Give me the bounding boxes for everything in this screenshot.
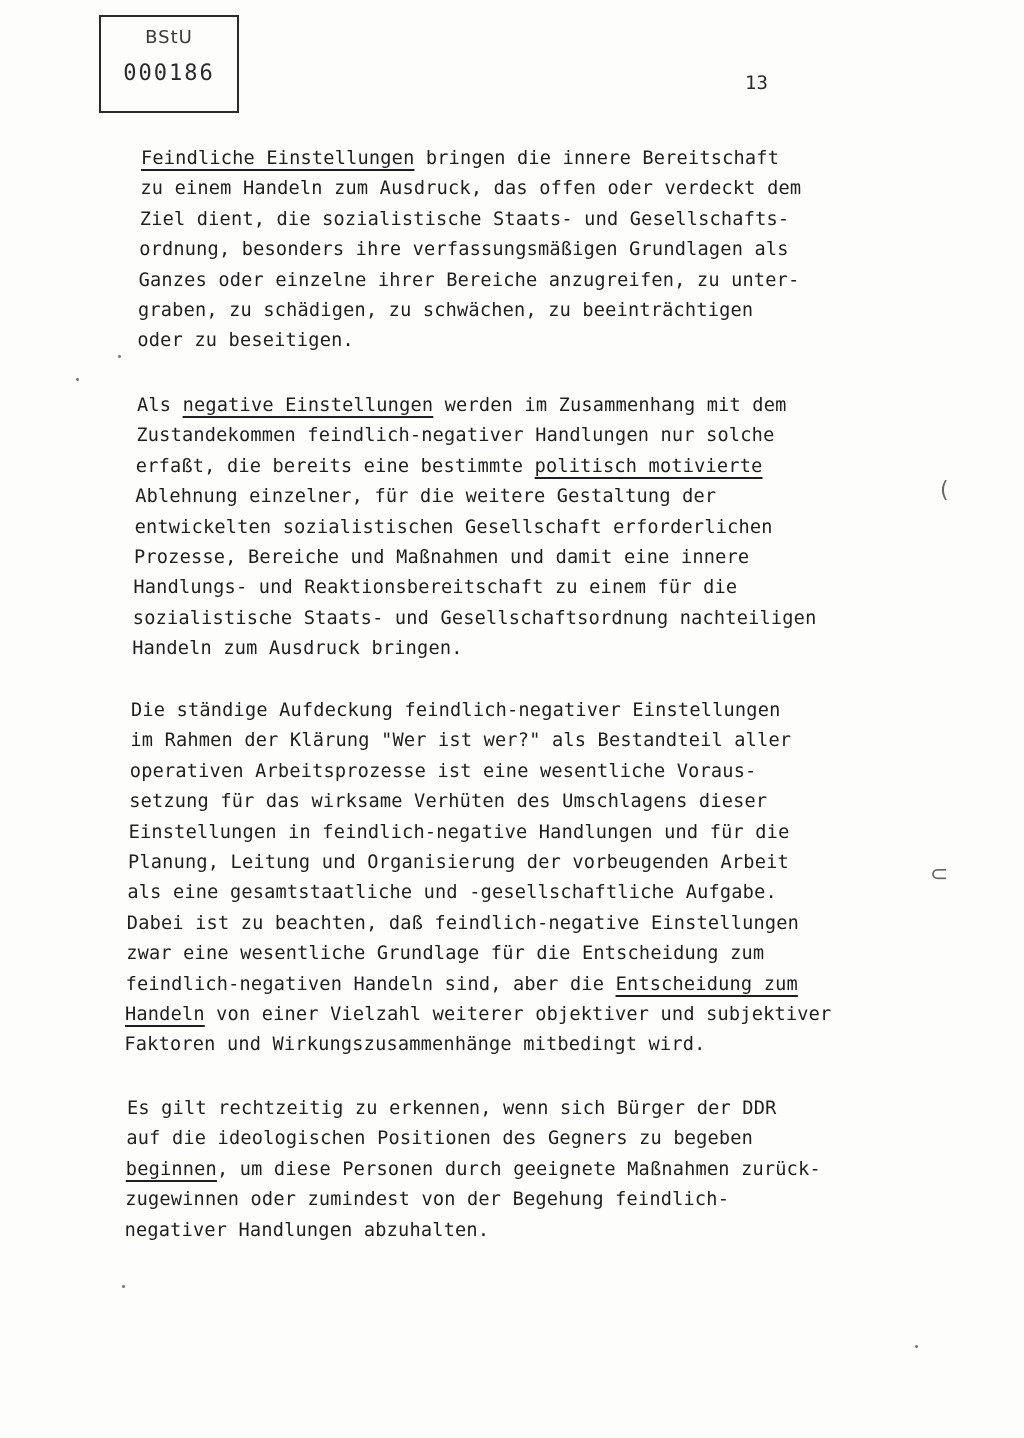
text-line bbox=[133, 577, 737, 599]
text-segment: ordnung, besonders ihre verfassungsmäßigen Grundlagen als bbox=[139, 239, 789, 261]
underlined-phrase: Entscheidung zum bbox=[615, 973, 798, 995]
scan-speck bbox=[118, 355, 121, 358]
stamp-number: 000186 bbox=[123, 61, 215, 86]
text-segment: Handlungs- und Reaktionsbereitschaft zu einem für die bbox=[133, 577, 738, 599]
scan-speck bbox=[76, 378, 79, 381]
text-line bbox=[135, 486, 716, 508]
text-line bbox=[136, 456, 763, 478]
text-line bbox=[131, 700, 780, 722]
text-line bbox=[141, 148, 779, 170]
text-line bbox=[130, 761, 757, 783]
text-line bbox=[127, 1098, 776, 1120]
text-line bbox=[136, 425, 774, 447]
text-line bbox=[140, 209, 789, 231]
text-segment: zu einem Handeln zum Ausdruck, das offen oder verdeckt dem bbox=[140, 178, 802, 200]
text-line bbox=[125, 1189, 729, 1211]
text-segment: Faktoren und Wirkungszusammenhänge mitbedingt wird. bbox=[124, 1034, 706, 1056]
text-segment: erfaßt, die bereits eine bestimmte bbox=[135, 455, 535, 477]
text-line bbox=[132, 638, 462, 660]
text-line bbox=[126, 1159, 821, 1181]
text-segment: sozialistische Staats- und Gesellschaftsordnung nachteiligen bbox=[132, 607, 817, 629]
text-line bbox=[126, 1128, 753, 1150]
text-segment: negativer Handlungen abzuhalten. bbox=[124, 1219, 490, 1241]
underlined-phrase: negative Einstellungen bbox=[182, 395, 434, 416]
text-line bbox=[125, 1004, 831, 1026]
archive-stamp bbox=[99, 15, 239, 113]
text-line bbox=[139, 270, 800, 292]
text-segment: entwickelten sozialistischen Gesellschaft erforderlichen bbox=[134, 516, 773, 538]
underlined-phrase: beginnen bbox=[125, 1158, 217, 1180]
text-segment: als eine gesamtstaatliche und -gesellschaftliche Aufgabe. bbox=[127, 882, 777, 904]
text-segment: Ganzes oder einzelne ihrer Bereiche anzugreifen, zu unter- bbox=[138, 269, 800, 291]
text-line bbox=[129, 791, 767, 813]
text-line bbox=[140, 178, 801, 200]
text-line bbox=[127, 913, 799, 935]
text-segment: bringen die innere Bereitschaft bbox=[414, 148, 780, 169]
text-segment: feindlich-negativen Handeln sind, aber die bbox=[125, 973, 616, 995]
text-segment: Ziel dient, die sozialistische Staats- und Gesellschafts- bbox=[139, 208, 790, 230]
text-segment: im Rahmen der Klärung "Wer ist wer?" als Bestandteil aller bbox=[130, 730, 792, 752]
text-line bbox=[138, 300, 753, 322]
text-segment: , um diese Personen durch geeignete Maßnahmen zurück- bbox=[216, 1158, 821, 1180]
text-line bbox=[134, 547, 749, 569]
text-segment: zugewinnen oder zumindest von der Begehung feindlich- bbox=[125, 1189, 730, 1211]
scan-speck bbox=[915, 1345, 918, 1348]
text-segment: von einer Vielzahl weiterer objektiver und subjektiver bbox=[204, 1004, 832, 1025]
text-line bbox=[139, 239, 788, 261]
text-line bbox=[133, 608, 817, 630]
text-segment: Als bbox=[137, 395, 183, 416]
underlined-phrase: Handeln bbox=[125, 1004, 205, 1025]
text-segment: Die ständige Aufdeckung feindlich-negativer Einstellungen bbox=[131, 700, 781, 721]
text-segment: Dabei ist zu beachten, daß feindlich-negative Einstellungen bbox=[126, 912, 800, 934]
text-segment: Prozesse, Bereiche und Maßnahmen und damit eine innere bbox=[134, 547, 750, 568]
text-line bbox=[127, 882, 776, 904]
page-number: 13 bbox=[745, 72, 768, 94]
text-line bbox=[125, 1220, 490, 1242]
text-segment: setzung für das wirksame Verhüten des Umschlagens dieser bbox=[129, 791, 768, 813]
text-segment: graben, zu schädigen, zu schwächen, zu beeinträchtigen bbox=[138, 300, 754, 321]
scan-speck bbox=[122, 1285, 125, 1288]
text-line bbox=[124, 1034, 705, 1056]
text-line bbox=[130, 730, 791, 752]
text-segment: Einstellungen in feindlich-negative Handlungen und für die bbox=[128, 821, 790, 843]
text-line bbox=[135, 517, 773, 539]
text-segment: zwar eine wesentliche Grundlage für die Entscheidung zum bbox=[126, 943, 765, 965]
text-segment: operativen Arbeitsprozesse ist eine wesentliche Voraus- bbox=[129, 760, 757, 782]
text-segment: auf die ideologischen Positionen des Gegners zu begeben bbox=[126, 1128, 754, 1150]
margin-mark-icon: ( bbox=[940, 478, 949, 503]
text-segment: Planung, Leitung und Organisierung der vorbeugenden Arbeit bbox=[128, 852, 789, 873]
underlined-phrase: Feindliche Einstellungen bbox=[141, 148, 415, 169]
text-line bbox=[128, 852, 789, 874]
text-segment: Ablehnung einzelner, für die weitere Gestaltung der bbox=[135, 486, 717, 508]
text-segment: Es gilt rechtzeitig zu erkennen, wenn sich Bürger der DDR bbox=[127, 1098, 777, 1119]
text-line bbox=[137, 330, 354, 352]
text-segment: oder zu beseitigen. bbox=[137, 330, 354, 352]
text-line bbox=[126, 974, 798, 996]
text-segment: Zustandekommen feindlich-negativer Handlungen nur solche bbox=[136, 425, 775, 447]
underlined-phrase: politisch motivierte bbox=[534, 455, 763, 477]
text-line bbox=[126, 943, 764, 965]
text-line bbox=[129, 822, 790, 844]
text-segment: Handeln zum Ausdruck bringen. bbox=[132, 638, 463, 660]
margin-mark-icon: ⊂ bbox=[930, 862, 949, 887]
text-segment: werden im Zusammenhang mit dem bbox=[433, 395, 787, 416]
text-line bbox=[137, 395, 787, 417]
stamp-label: BStU bbox=[145, 27, 193, 48]
